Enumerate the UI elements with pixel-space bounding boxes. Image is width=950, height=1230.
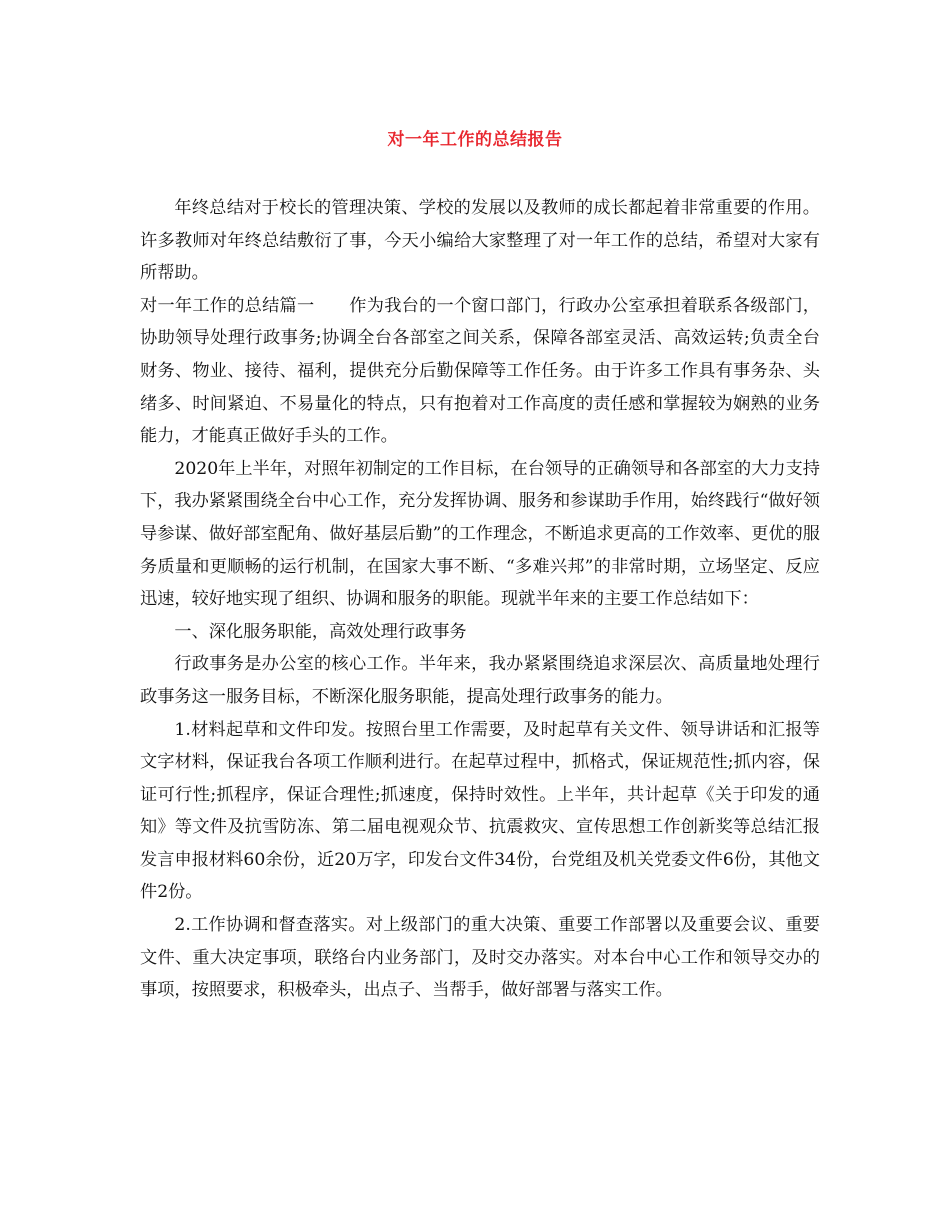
paragraph-intro: 年终总结对于校长的管理决策、学校的发展以及教师的成长都起着非常重要的作用。许多教师对年终总结敷衍了事，今天小编给大家整理了对一年工作的总结，希望对大家有所帮助。 bbox=[140, 198, 820, 284]
section-heading-1: 一、深化服务职能，高效处理行政事务 bbox=[174, 621, 467, 642]
paragraph-item-2: 2.工作协调和督查落实。对上级部门的重大决策、重要工作部署以及重要会议、重要文件、重大决定事项，联络台内业务部门，及时交办落实。对本台中心工作和领导交办的事项，按照要求，积极牵头，出点子、当帮手，做好部署与落实工作。 bbox=[140, 915, 820, 1001]
paragraph-admin-affairs: 行政事务是办公室的核心工作。半年来，我办紧紧围绕追求深层次、高质量地处理行政事务这一服务目标，不断深化服务职能，提高处理行政事务的能力。 bbox=[140, 654, 820, 707]
paragraph-item-1: 1.材料起草和文件印发。按照台里工作需要，及时起草有关文件、领导讲话和汇报等文字材料，保证我台各项工作顺利进行。在起草过程中，抓格式，保证规范性;抓内容，保证可行性;抓程序，保证合理性;抓速度，保持时效性。上半年，共计起草《关于印发的通知》等文件及抗雪防冻、第二届电视观众节、抗震救灾、宣传思想工作创新奖等总结汇报发言申报材料60余份，近20万字，印发台文件34份，台党组及机关党委文件6份，其他文件2份。 bbox=[140, 719, 820, 903]
paragraph-part-one: 对一年工作的总结篇一 作为我台的一个窗口部门，行政办公室承担着联系各级部门，协助领导处理行政事务;协调全台各部室之间关系，保障各部室灵活、高效运转;负责全台财务、物业、接待、福利，提供充分后勤保障等工作任务。由于许多工作具有事务杂、头绪多、时间紧迫、不易量化的特点，只有抱着对工作高度的责任感和掌握较为娴熟的业务能力，才能真正做好手头的工作。 bbox=[140, 295, 820, 447]
document-title: 对一年工作的总结报告 bbox=[387, 130, 563, 150]
paragraph-first-half-year: 2020年上半年，对照年初制定的工作目标，在台领导的正确领导和各部室的大力支持下，我办紧紧围绕全台中心工作，充分发挥协调、服务和参谋助手作用，始终践行“做好领导参谋、做好部室配角、做好基层后勤”的工作理念，不断追求更高的工作效率、更优的服务质量和更顺畅的运行机制，在国家大事不断、“多难兴邦”的非常时期，立场坚定、反应迅速，较好地实现了组织、协调和服务的职能。现就半年来的主要工作总结如下： bbox=[140, 458, 820, 610]
document-body bbox=[140, 192, 820, 1007]
